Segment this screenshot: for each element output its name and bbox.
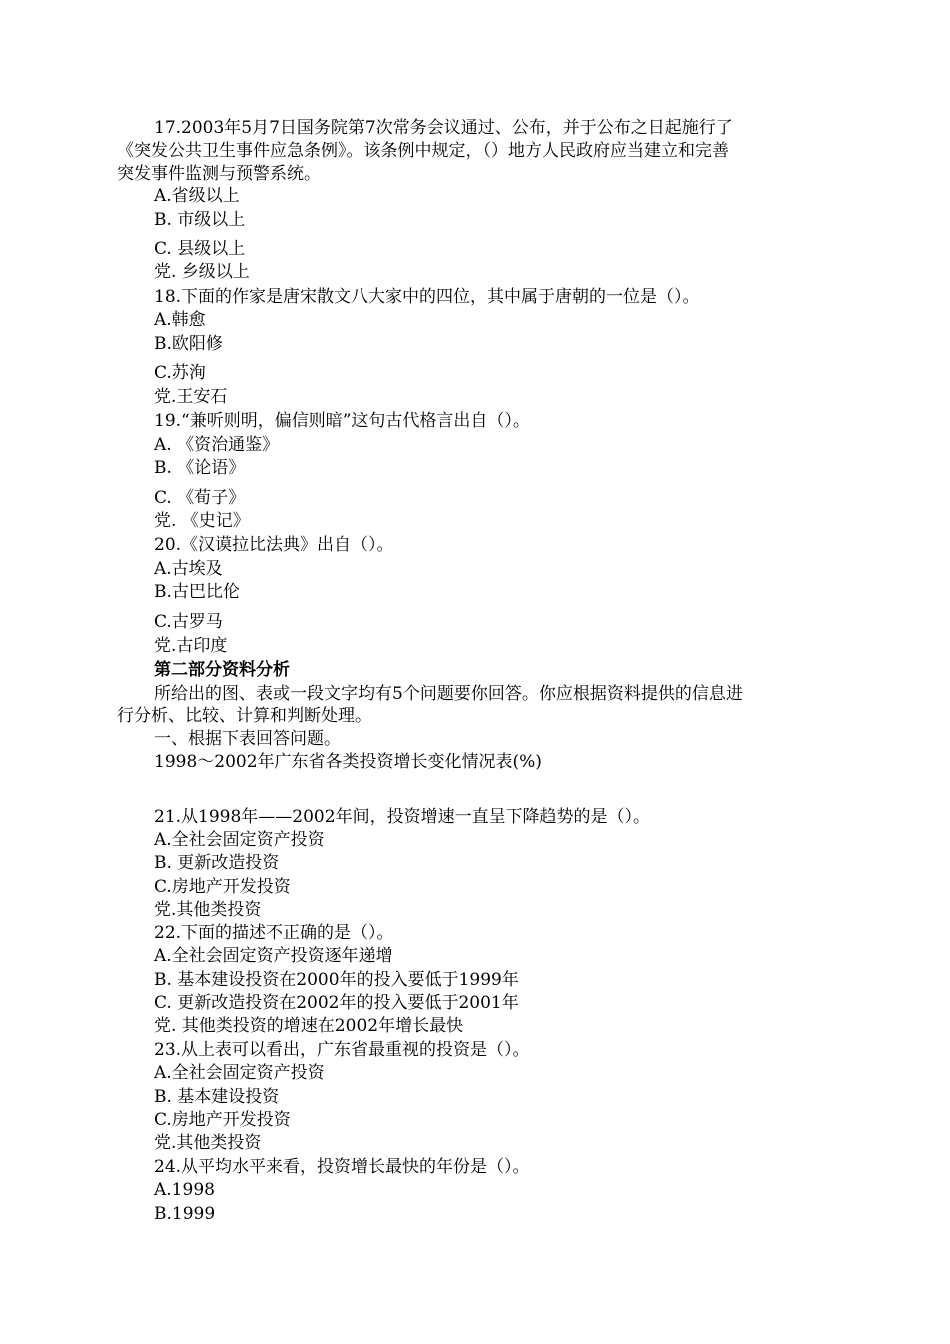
question-19-option-c: C. 《荀子》 <box>154 488 246 508</box>
question-18-option-c: C.苏洵 <box>154 363 206 383</box>
question-18-stem: 18.下面的作家是唐宋散文八大家中的四位，其中属于唐朝的一位是（）。 <box>154 287 700 307</box>
question-17-option-c: C. 县级以上 <box>154 239 246 259</box>
question-17-option-d: 党. 乡级以上 <box>154 262 250 282</box>
question-18-option-b: B.欧阳修 <box>154 334 223 354</box>
question-20-option-a: A.古埃及 <box>154 559 223 579</box>
question-21-option-c: C.房地产开发投资 <box>154 877 291 897</box>
table-title: 1998～2002年广东省各类投资增长变化情况表(%) <box>154 752 542 772</box>
question-22-stem: 22.下面的描述不正确的是（）。 <box>154 923 394 943</box>
question-17-option-b: B. 市级以上 <box>154 210 246 230</box>
question-19-stem: 19.“兼听则明，偏信则暗”这句古代格言出自（）。 <box>154 411 530 431</box>
question-19-option-b: B. 《论语》 <box>154 458 246 478</box>
question-23-option-a: A.全社会固定资产投资 <box>154 1063 325 1083</box>
question-20-option-d: 党.古印度 <box>154 636 228 656</box>
question-20-stem: 20.《汉谟拉比法典》出自（）。 <box>154 535 394 555</box>
question-22-option-b: B. 基本建设投资在2000年的投入要低于1999年 <box>154 970 519 990</box>
question-17-stem-line-1: 17.2003年5月7日国务院第7次常务会议通过、公布，并于公布之日起施行了 <box>154 118 733 138</box>
question-24-option-b: B.1999 <box>154 1204 216 1224</box>
question-17-option-a: A.省级以上 <box>154 186 240 206</box>
question-23-option-c: C.房地产开发投资 <box>154 1110 291 1130</box>
question-21-option-d: 党.其他类投资 <box>154 900 262 920</box>
question-21-option-b: B. 更新改造投资 <box>154 853 280 873</box>
question-19-option-a: A. 《资治通鉴》 <box>154 435 280 455</box>
question-22-option-d: 党. 其他类投资的增速在2002年增长最快 <box>154 1016 464 1036</box>
part2-intro-line-1: 所给出的图、表或一段文字均有5个问题要你回答。你应根据资料提供的信息进 <box>154 684 743 704</box>
question-17-stem-line-2: 《突发公共卫生事件应急条例》。该条例中规定，（）地方人民政府应当建立和完善 <box>117 141 729 161</box>
question-23-option-b: B. 基本建设投资 <box>154 1087 280 1107</box>
question-24-stem: 24.从平均水平来看，投资增长最快的年份是（）。 <box>154 1157 530 1177</box>
part2-section-1-label: 一、根据下表回答问题。 <box>154 729 341 749</box>
section-heading: 第二部分资料分析 <box>154 660 290 680</box>
question-21-stem: 21.从1998年——2002年间，投资增速一直呈下降趋势的是（）。 <box>154 807 651 827</box>
question-23-stem: 23.从上表可以看出，广东省最重视的投资是（）。 <box>154 1040 530 1060</box>
question-23-option-d: 党.其他类投资 <box>154 1133 262 1153</box>
question-21-option-a: A.全社会固定资产投资 <box>154 830 325 850</box>
question-18-option-d: 党.王安石 <box>154 387 228 407</box>
question-22-option-a: A.全社会固定资产投资逐年递增 <box>154 946 393 966</box>
question-24-option-a: A.1998 <box>154 1180 215 1200</box>
part2-intro-line-2: 行分析、比较、计算和判断处理。 <box>117 706 372 726</box>
question-20-option-b: B.古巴比伦 <box>154 582 240 602</box>
question-22-option-c: C. 更新改造投资在2002年的投入要低于2001年 <box>154 993 519 1013</box>
question-18-option-a: A.韩愈 <box>154 310 206 330</box>
question-17-stem-line-3: 突发事件监测与预警系统。 <box>117 164 321 184</box>
question-20-option-c: C.古罗马 <box>154 612 223 632</box>
question-19-option-d: 党. 《史记》 <box>154 511 250 531</box>
